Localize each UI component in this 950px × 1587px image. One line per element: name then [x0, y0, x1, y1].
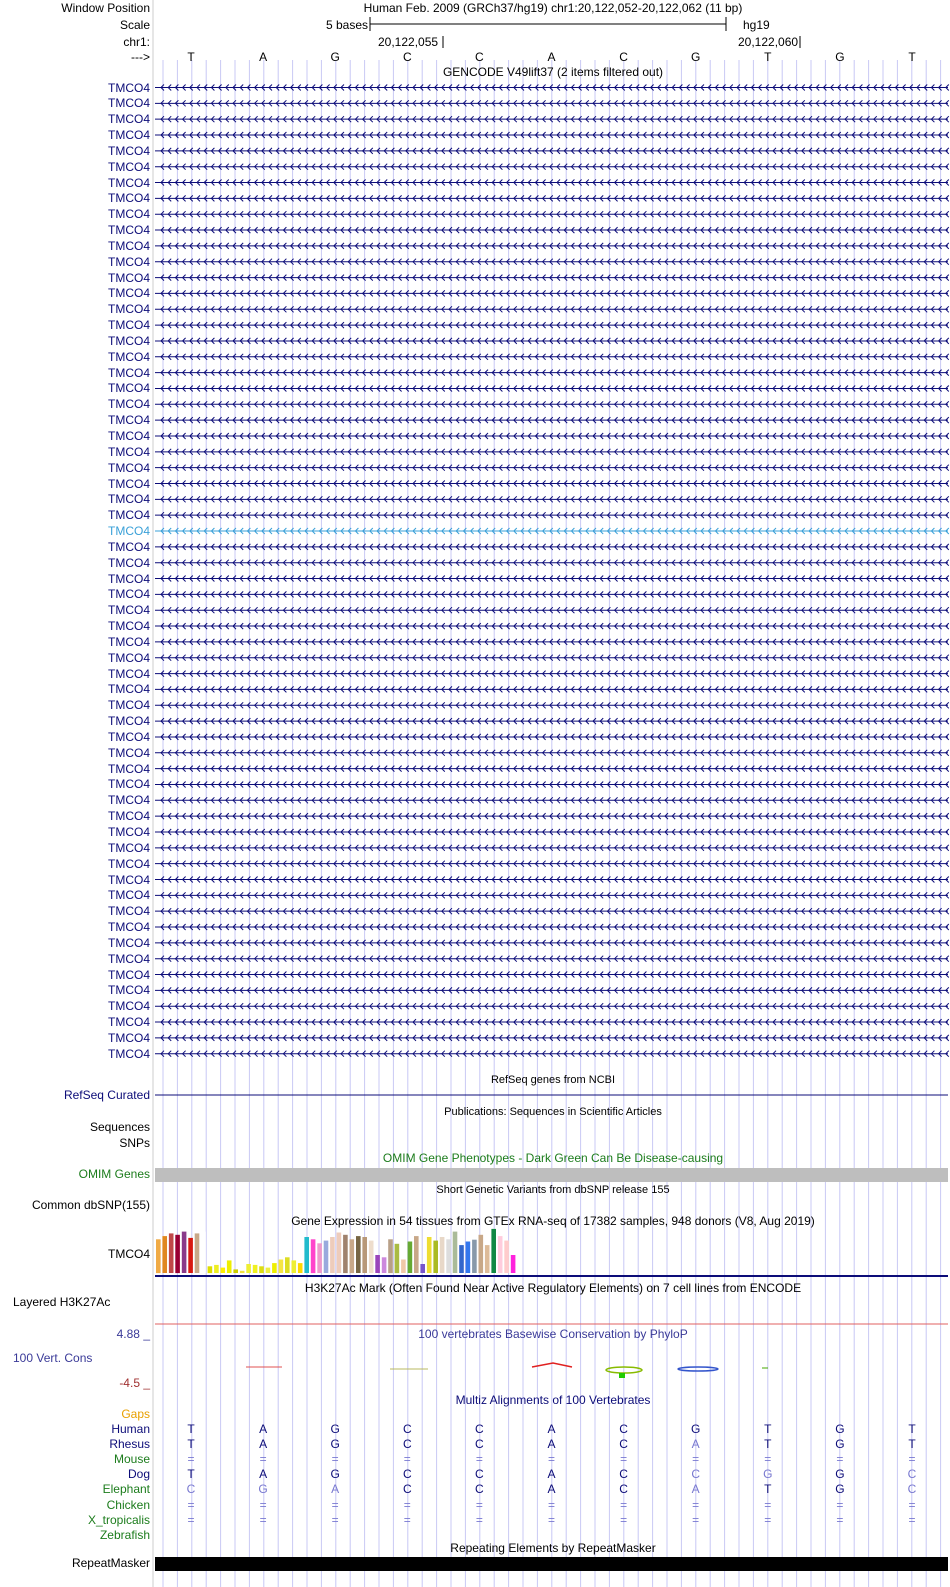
gtex-tissue-bar: [440, 1237, 445, 1273]
gencode-transcript-label[interactable]: TMCO4: [108, 286, 150, 301]
multiz-aligned-base: =: [692, 1452, 700, 1467]
refseq-track-title[interactable]: RefSeq genes from NCBI: [490, 1074, 616, 1086]
multiz-aligned-base: T: [187, 1437, 195, 1452]
gtex-tissue-bar: [369, 1241, 374, 1273]
multiz-aligned-base: C: [475, 1467, 484, 1482]
reference-base: T: [764, 50, 772, 64]
repeatmasker-element-bar: [155, 1557, 948, 1571]
multiz-aligned-base: C: [402, 1467, 412, 1482]
gencode-transcript-label[interactable]: TMCO4: [108, 634, 150, 649]
multiz-aligned-base: G: [330, 1422, 340, 1436]
reference-base: G: [835, 50, 845, 64]
dbsnp-track-label[interactable]: Common dbSNP(155): [31, 1198, 150, 1212]
gencode-transcript-label[interactable]: TMCO4: [108, 951, 150, 966]
gencode-transcript-label[interactable]: TMCO4: [108, 745, 150, 760]
multiz-aligned-base: =: [331, 1452, 339, 1467]
multiz-species-label[interactable]: Rhesus: [109, 1437, 150, 1452]
gtex-tissue-bar: [240, 1271, 245, 1273]
chrom-label: chr1:: [123, 35, 150, 49]
gencode-transcript-label[interactable]: TMCO4: [108, 698, 150, 713]
multiz-aligned-base: =: [620, 1452, 628, 1467]
phylop-min-label: -4.5 _: [119, 1376, 150, 1390]
multiz-species-label[interactable]: Elephant: [102, 1482, 150, 1497]
gencode-transcript-label[interactable]: TMCO4: [108, 333, 150, 348]
gencode-transcript-label[interactable]: TMCO4: [108, 191, 150, 206]
multiz-aligned-base: =: [908, 1512, 916, 1527]
multiz-species-label[interactable]: Dog: [127, 1467, 150, 1482]
reference-base: G: [691, 50, 701, 64]
gencode-transcript-label[interactable]: TMCO4: [108, 571, 150, 586]
repeatmasker-track-title[interactable]: Repeating Elements by RepeatMasker: [450, 1541, 656, 1555]
phylop-score-mark: [678, 1367, 718, 1371]
multiz-aligned-base: =: [331, 1497, 339, 1512]
gencode-transcript-label[interactable]: TMCO4: [108, 112, 150, 127]
multiz-aligned-base: =: [259, 1497, 267, 1512]
gencode-track-title[interactable]: GENCODE V49lift37 (2 items filtered out): [442, 65, 664, 79]
multiz-species-label[interactable]: Chicken: [106, 1497, 150, 1512]
multiz-aligned-base: T: [187, 1467, 195, 1482]
gencode-transcript-label[interactable]: TMCO4: [108, 128, 150, 143]
gtex-tissue-bar: [395, 1244, 400, 1273]
multiz-aligned-base: A: [547, 1482, 556, 1497]
multiz-aligned-base: =: [475, 1497, 483, 1512]
gencode-transcript-label[interactable]: TMCO4: [108, 714, 150, 729]
multiz-species-label[interactable]: Mouse: [113, 1452, 150, 1467]
reference-base: A: [259, 50, 268, 64]
gencode-transcript-label[interactable]: TMCO4: [108, 80, 150, 95]
multiz-aligned-base: A: [691, 1437, 700, 1452]
gencode-transcript-label[interactable]: TMCO4: [108, 872, 150, 887]
gencode-transcript-label[interactable]: TMCO4: [108, 682, 150, 697]
publications-snps-label[interactable]: SNPs: [119, 1136, 150, 1150]
gencode-transcript-label[interactable]: TMCO4: [108, 444, 150, 459]
gtex-tissue-bar: [292, 1260, 297, 1273]
gtex-tissue-bar: [330, 1237, 335, 1273]
gtex-tissue-bar: [246, 1264, 251, 1273]
multiz-aligned-base: C: [619, 1437, 628, 1452]
gencode-transcript-label[interactable]: TMCO4: [108, 920, 150, 935]
gtex-tissue-bar: [182, 1232, 187, 1273]
gtex-tissue-bar: [491, 1229, 496, 1273]
multiz-aligned-base: =: [187, 1497, 195, 1512]
position-tick-label: 20,122,060: [738, 35, 799, 49]
gencode-transcript-label[interactable]: TMCO4: [108, 999, 150, 1014]
multiz-aligned-base: C: [475, 1437, 484, 1452]
gencode-transcript-label[interactable]: TMCO4: [108, 365, 150, 380]
phylop-score-mark: [619, 1373, 625, 1378]
refseq-track-label[interactable]: RefSeq Curated: [63, 1088, 150, 1102]
gtex-tissue-bar: [388, 1239, 393, 1273]
gencode-transcript-label[interactable]: TMCO4: [108, 397, 150, 412]
reference-base: C: [475, 50, 484, 64]
gtex-tissue-bar: [279, 1260, 284, 1274]
multiz-aligned-base: =: [836, 1452, 844, 1467]
gtex-tissue-bar: [427, 1237, 432, 1273]
h3k27ac-track-title[interactable]: H3K27Ac Mark (Often Found Near Active Regulatory Elements) on 7 cell lines from ENCODE: [304, 1281, 802, 1295]
publications-track-title[interactable]: Publications: Sequences in Scientific Articles: [444, 1106, 662, 1118]
gencode-transcript-label[interactable]: TMCO4: [108, 619, 150, 634]
multiz-aligned-base: =: [692, 1512, 700, 1527]
multiz-aligned-base: A: [331, 1482, 340, 1497]
gtex-tissue-bar: [485, 1245, 490, 1273]
multiz-aligned-base: A: [259, 1422, 268, 1436]
gencode-transcript-label[interactable]: TMCO4: [108, 270, 150, 285]
multiz-species-label[interactable]: X_tropicalis: [87, 1512, 150, 1527]
scale-assembly: hg19: [743, 18, 770, 32]
repeatmasker-track-label[interactable]: RepeatMasker: [71, 1556, 150, 1570]
gencode-transcript-label[interactable]: TMCO4: [108, 761, 150, 776]
multiz-aligned-base: =: [547, 1497, 556, 1512]
multiz-species-label[interactable]: Zebrafish: [99, 1527, 150, 1542]
omim-gene-bar: [155, 1168, 948, 1182]
gencode-transcript-label[interactable]: TMCO4: [108, 381, 150, 396]
multiz-aligned-base: =: [547, 1452, 556, 1467]
multiz-aligned-base: =: [259, 1452, 267, 1467]
multiz-aligned-base: =: [764, 1452, 772, 1467]
gencode-transcript-label[interactable]: TMCO4: [108, 476, 150, 491]
multiz-aligned-base: C: [402, 1437, 412, 1452]
phylop-track-label[interactable]: 100 Vert. Cons: [13, 1351, 93, 1365]
gtex-tissue-bar: [195, 1233, 200, 1273]
multiz-aligned-base: G: [330, 1467, 340, 1482]
multiz-aligned-base: =: [403, 1512, 411, 1527]
gencode-transcript-label[interactable]: TMCO4: [108, 524, 150, 539]
multiz-aligned-base: =: [475, 1512, 483, 1527]
multiz-aligned-base: =: [764, 1512, 772, 1527]
multiz-aligned-base: C: [619, 1467, 628, 1482]
reference-base: T: [187, 50, 195, 64]
gencode-transcript-label[interactable]: TMCO4: [108, 824, 150, 839]
gtex-tissue-bar: [401, 1260, 406, 1274]
multiz-aligned-base: =: [403, 1497, 411, 1512]
gencode-transcript-label[interactable]: TMCO4: [108, 318, 150, 333]
reference-base: G: [330, 50, 340, 64]
reference-base: C: [402, 50, 412, 64]
multiz-aligned-base: G: [330, 1437, 340, 1452]
gtex-tissue-bar: [504, 1241, 509, 1273]
gtex-tissue-bar: [446, 1239, 451, 1273]
gencode-transcript-label[interactable]: TMCO4: [108, 159, 150, 174]
gtex-track-label[interactable]: TMCO4: [108, 1247, 150, 1261]
gtex-tissue-bar: [162, 1236, 167, 1273]
gencode-transcript-label[interactable]: TMCO4: [108, 254, 150, 269]
gtex-tissue-bar: [362, 1237, 367, 1273]
gtex-tissue-bar: [304, 1237, 309, 1273]
gtex-tissue-bar: [201, 1232, 206, 1273]
gencode-transcript-label[interactable]: TMCO4: [108, 809, 150, 824]
multiz-track-title[interactable]: Multiz Alignments of 100 Vertebrates: [455, 1393, 651, 1407]
h3k27ac-track-label[interactable]: Layered H3K27Ac: [13, 1295, 111, 1309]
multiz-aligned-base: =: [547, 1512, 556, 1527]
gtex-tissue-bar: [459, 1245, 464, 1273]
gtex-tissue-bar: [253, 1265, 258, 1273]
gtex-tissue-bar: [188, 1238, 193, 1273]
multiz-aligned-base: C: [619, 1422, 628, 1436]
multiz-aligned-base: =: [836, 1512, 844, 1527]
multiz-aligned-base: C: [691, 1467, 701, 1482]
gtex-tissue-bar: [298, 1263, 303, 1273]
gencode-transcript-label[interactable]: TMCO4: [108, 587, 150, 602]
position-tick-label: 20,122,055: [378, 35, 439, 49]
publications-sequences-label[interactable]: Sequences: [89, 1120, 150, 1134]
multiz-aligned-base: A: [547, 1437, 556, 1452]
multiz-aligned-base: =: [620, 1497, 628, 1512]
gtex-tissue-bar: [214, 1265, 219, 1273]
gtex-tissue-bar: [350, 1239, 355, 1273]
multiz-species-label[interactable]: Human: [111, 1422, 150, 1436]
phylop-max-label: 4.88 _: [116, 1327, 150, 1341]
gencode-transcript-label[interactable]: TMCO4: [108, 223, 150, 238]
multiz-aligned-base: =: [259, 1512, 267, 1527]
multiz-aligned-base: T: [187, 1422, 195, 1436]
strand-label: --->: [131, 50, 150, 64]
multiz-aligned-base: G: [691, 1422, 701, 1436]
omim-track-title[interactable]: OMIM Gene Phenotypes - Dark Green Can Be Disease-causing: [382, 1151, 724, 1165]
multiz-aligned-base: =: [403, 1452, 411, 1467]
gtex-tissue-bar: [233, 1269, 238, 1273]
multiz-aligned-base: T: [908, 1437, 916, 1452]
gtex-tissue-bar: [408, 1242, 413, 1274]
multiz-aligned-base: G: [835, 1482, 845, 1497]
gtex-tissue-bar: [317, 1243, 322, 1273]
multiz-aligned-base: =: [836, 1497, 844, 1512]
multiz-aligned-base: C: [186, 1482, 196, 1497]
gtex-tissue-bar: [414, 1236, 419, 1273]
multiz-aligned-base: T: [908, 1422, 916, 1436]
multiz-aligned-base: C: [402, 1422, 412, 1436]
multiz-aligned-base: =: [620, 1512, 628, 1527]
dbsnp-track-title[interactable]: Short Genetic Variants from dbSNP release 155: [436, 1184, 670, 1196]
multiz-aligned-base: C: [402, 1482, 412, 1497]
gencode-transcript-label[interactable]: TMCO4: [108, 508, 150, 523]
gencode-transcript-label[interactable]: TMCO4: [108, 539, 150, 554]
gencode-transcript-label[interactable]: TMCO4: [108, 428, 150, 443]
gencode-transcript-label[interactable]: TMCO4: [108, 856, 150, 871]
multiz-aligned-base: T: [764, 1482, 772, 1497]
gencode-transcript-label[interactable]: TMCO4: [108, 729, 150, 744]
multiz-aligned-base: =: [692, 1497, 700, 1512]
multiz-aligned-base: =: [908, 1452, 916, 1467]
gtex-tissue-bar: [324, 1241, 329, 1273]
multiz-aligned-base: C: [907, 1467, 917, 1482]
gtex-tissue-bar: [156, 1239, 161, 1273]
window-position-label: Window Position: [61, 1, 150, 15]
multiz-aligned-base: =: [908, 1497, 916, 1512]
gencode-transcript-label[interactable]: TMCO4: [108, 302, 150, 317]
multiz-aligned-base: =: [187, 1452, 195, 1467]
gtex-tissue-bar: [420, 1264, 425, 1273]
gtex-track-title[interactable]: Gene Expression in 54 tissues from GTEx RNA-seq of 17382 samples, 948 donors (V8, Aug 2019): [291, 1214, 815, 1228]
multiz-aligned-base: =: [764, 1497, 772, 1512]
gencode-transcript-label[interactable]: TMCO4: [108, 1030, 150, 1045]
gtex-tissue-bar: [466, 1242, 471, 1274]
gtex-tissue-bar: [472, 1240, 477, 1273]
gtex-tissue-bar: [479, 1235, 484, 1273]
gtex-tissue-bar: [343, 1235, 348, 1273]
reference-base: A: [547, 50, 556, 64]
multiz-aligned-base: G: [763, 1467, 773, 1482]
multiz-aligned-base: G: [258, 1482, 268, 1497]
gencode-transcript-label[interactable]: TMCO4: [108, 983, 150, 998]
multiz-aligned-base: C: [907, 1482, 917, 1497]
gtex-tissue-bar: [266, 1268, 271, 1273]
gtex-tissue-bar: [356, 1236, 361, 1273]
multiz-aligned-base: =: [331, 1512, 339, 1527]
multiz-aligned-base: G: [835, 1467, 845, 1482]
gencode-transcript-label[interactable]: TMCO4: [108, 666, 150, 681]
gtex-tissue-bar: [285, 1257, 290, 1273]
gencode-transcript-label[interactable]: TMCO4: [108, 1015, 150, 1030]
gtex-tissue-bar: [272, 1263, 277, 1273]
multiz-aligned-base: A: [259, 1437, 268, 1452]
multiz-gaps-label[interactable]: Gaps: [121, 1407, 150, 1421]
gtex-tissue-bar: [208, 1266, 213, 1273]
gencode-transcript-label[interactable]: TMCO4: [108, 175, 150, 190]
omim-track-label[interactable]: OMIM Genes: [78, 1167, 150, 1181]
gencode-transcript-label[interactable]: TMCO4: [108, 650, 150, 665]
scale-bases: 5 bases: [325, 18, 368, 32]
gencode-transcript-label[interactable]: TMCO4: [108, 460, 150, 475]
gencode-transcript-label[interactable]: TMCO4: [108, 840, 150, 855]
gtex-tissue-bar: [375, 1255, 380, 1273]
multiz-aligned-base: C: [475, 1422, 484, 1436]
multiz-aligned-base: A: [259, 1467, 268, 1482]
multiz-aligned-base: A: [547, 1422, 556, 1436]
gencode-transcript-label[interactable]: TMCO4: [108, 793, 150, 808]
gtex-tissue-bar: [498, 1236, 503, 1273]
multiz-aligned-base: C: [619, 1482, 628, 1497]
reference-base: C: [619, 50, 628, 64]
gtex-tissue-bar: [227, 1260, 232, 1273]
gtex-tissue-bar: [433, 1241, 438, 1273]
gtex-tissue-bar: [221, 1268, 226, 1273]
phylop-track-title[interactable]: 100 vertebrates Basewise Conservation by PhyloP: [418, 1327, 688, 1341]
multiz-aligned-base: T: [764, 1422, 772, 1436]
reference-base: T: [908, 50, 916, 64]
multiz-aligned-base: =: [475, 1452, 483, 1467]
multiz-aligned-base: A: [547, 1467, 556, 1482]
gencode-transcript-label[interactable]: TMCO4: [108, 349, 150, 364]
gencode-transcript-label[interactable]: TMCO4: [108, 238, 150, 253]
multiz-aligned-base: =: [187, 1512, 195, 1527]
gencode-transcript-label[interactable]: TMCO4: [108, 492, 150, 507]
gtex-tissue-bar: [259, 1266, 264, 1273]
scale-label: Scale: [119, 18, 150, 32]
window-position-value: Human Feb. 2009 (GRCh37/hg19) chr1:20,122,052-20,122,062 (11 bp): [363, 1, 743, 15]
multiz-aligned-base: A: [691, 1482, 700, 1497]
gencode-transcript-label[interactable]: TMCO4: [108, 904, 150, 919]
gencode-transcript-label[interactable]: TMCO4: [108, 935, 150, 950]
gtex-tissue-bar: [511, 1255, 516, 1273]
multiz-aligned-base: T: [764, 1437, 772, 1452]
gtex-tissue-bar: [337, 1233, 342, 1274]
multiz-aligned-base: G: [835, 1437, 845, 1452]
multiz-aligned-base: G: [835, 1422, 845, 1436]
gencode-transcript-label[interactable]: TMCO4: [108, 207, 150, 222]
gencode-transcript-label[interactable]: TMCO4: [108, 603, 150, 618]
gencode-transcript-label[interactable]: TMCO4: [108, 143, 150, 158]
gencode-transcript-label[interactable]: TMCO4: [108, 1046, 150, 1061]
multiz-aligned-base: C: [475, 1482, 484, 1497]
gtex-tissue-bar: [175, 1235, 180, 1273]
gencode-transcript-label[interactable]: TMCO4: [108, 888, 150, 903]
gencode-transcript-label[interactable]: TMCO4: [108, 555, 150, 570]
gencode-transcript-label[interactable]: TMCO4: [108, 777, 150, 792]
gencode-transcript-label[interactable]: TMCO4: [108, 413, 150, 428]
gtex-tissue-bar: [169, 1233, 174, 1273]
gtex-tissue-bar: [453, 1232, 458, 1273]
gtex-tissue-bar: [382, 1257, 387, 1273]
gtex-tissue-bar: [311, 1239, 316, 1273]
gencode-transcript-label[interactable]: TMCO4: [108, 96, 150, 111]
gencode-transcript-label[interactable]: TMCO4: [108, 967, 150, 982]
